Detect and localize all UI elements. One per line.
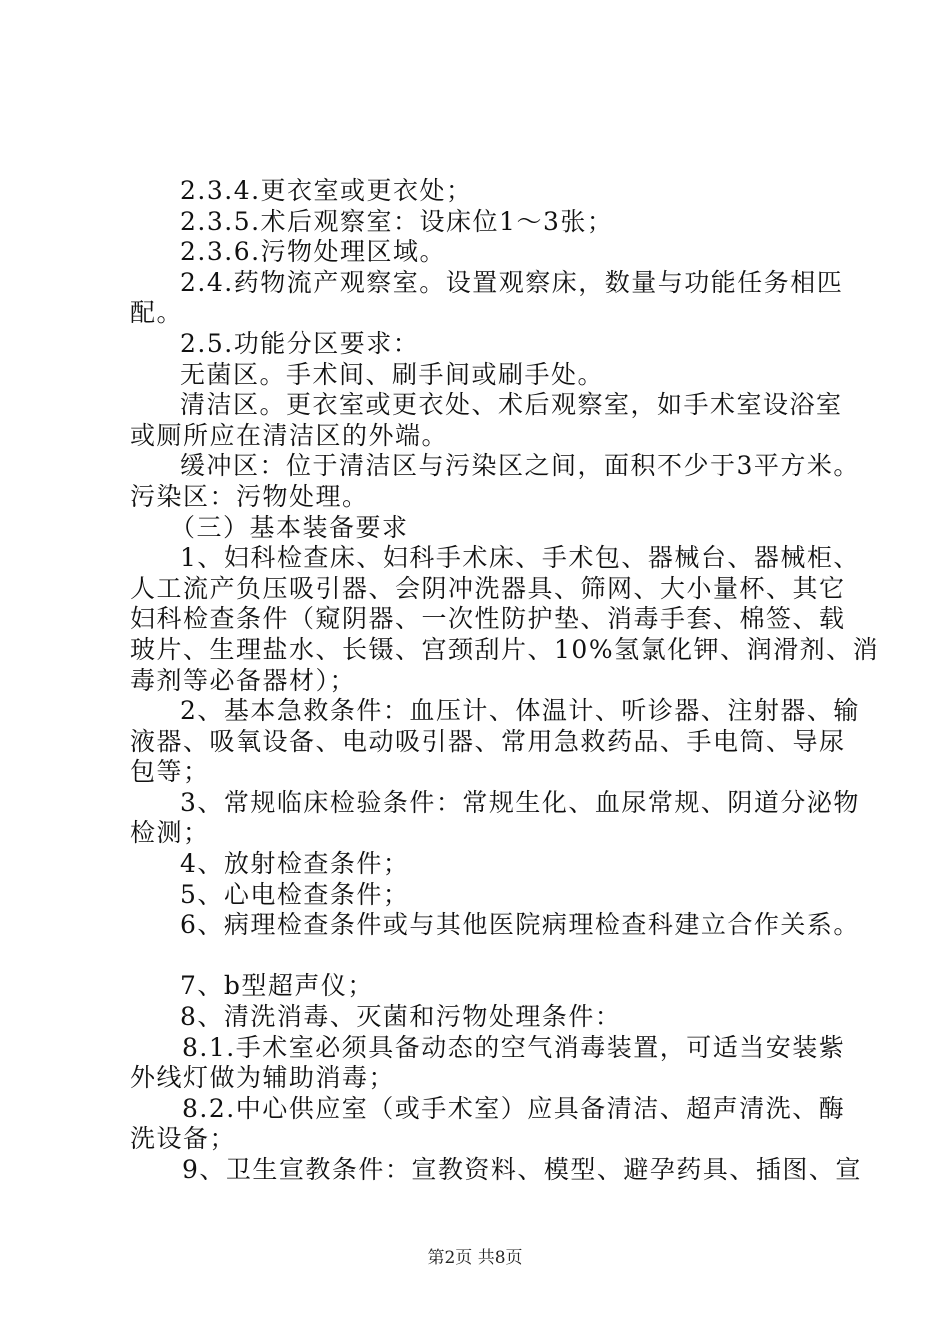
text-line: 人工流产负压吸引器、会阴冲洗器具、筛网、大小量杯、其它 xyxy=(130,573,846,603)
text-line: 洗设备； xyxy=(130,1124,237,1154)
text-line: 外线灯做为辅助消毒； xyxy=(130,1063,396,1093)
section-heading: （三）基本装备要求 xyxy=(170,512,409,542)
text-line: 无菌区。手术间、刷手间或刷手处。 xyxy=(180,359,605,389)
text-line: 污染区：污物处理。 xyxy=(130,481,369,511)
text-line: 毒剂等必备器材）； xyxy=(130,665,357,695)
text-line: 6、病理检查条件或与其他医院病理检查科建立合作关系。 xyxy=(180,910,860,940)
text-line: 清洁区。更衣室或更衣处、术后观察室，如手术室设浴室 xyxy=(180,390,843,420)
text-line: 4、放射检查条件； xyxy=(180,849,410,879)
text-line: 3、常规临床检验条件：常规生化、血尿常规、阴道分泌物 xyxy=(180,787,860,817)
text-line: 2.5.功能分区要求： xyxy=(180,328,420,358)
text-line: 8.1.手术室必须具备动态的空气消毒装置，可适当安装紫 xyxy=(182,1032,846,1062)
blank-line xyxy=(130,941,840,972)
page-footer: 第2页 共8页 xyxy=(427,1248,523,1268)
text-line: 配。 xyxy=(130,298,184,328)
text-line: 2.3.5.术后观察室：设床位1～3张； xyxy=(180,206,614,236)
text-line: 包等； xyxy=(130,757,210,787)
text-line: 7、b型超声仪； xyxy=(180,971,374,1001)
text-line: 检测； xyxy=(130,818,210,848)
text-line: 液器、吸氧设备、电动吸引器、常用急救药品、手电筒、导尿 xyxy=(130,726,846,756)
text-line: 9、卫生宣教条件：宣教资料、模型、避孕药具、插图、宣 xyxy=(182,1155,862,1184)
text-line: 1、妇科检查床、妇科手术床、手术包、器械台、器械柜、 xyxy=(180,543,860,573)
document-body xyxy=(130,176,880,1186)
text-line: 2、基本急救条件：血压计、体温计、听诊器、注射器、输 xyxy=(180,696,860,726)
text-line: 妇科检查条件（窥阴器、一次性防护垫、消毒手套、棉签、载 xyxy=(130,604,846,634)
text-line: 2.4.药物流产观察室。设置观察床，数量与功能任务相匹 xyxy=(180,267,844,297)
text-line: 缓冲区：位于清洁区与污染区之间，面积不少于3平方米。 xyxy=(180,451,860,481)
text-line: 2.3.6.污物处理区域。 xyxy=(180,237,447,267)
text-line: 玻片、生理盐水、长镊、宫颈刮片、10%氢氯化钾、润滑剂、消 xyxy=(130,634,880,664)
text-line: 2.3.4.更衣室或更衣处； xyxy=(180,176,473,205)
text-line: 8.2.中心供应室（或手术室）应具备清洁、超声清洗、酶 xyxy=(182,1093,846,1123)
text-line: 或厕所应在清洁区的外端。 xyxy=(130,420,449,450)
text-line: 5、心电检查条件； xyxy=(180,879,410,909)
text-line: 8、清洗消毒、灭菌和污物处理条件： xyxy=(180,1002,622,1032)
